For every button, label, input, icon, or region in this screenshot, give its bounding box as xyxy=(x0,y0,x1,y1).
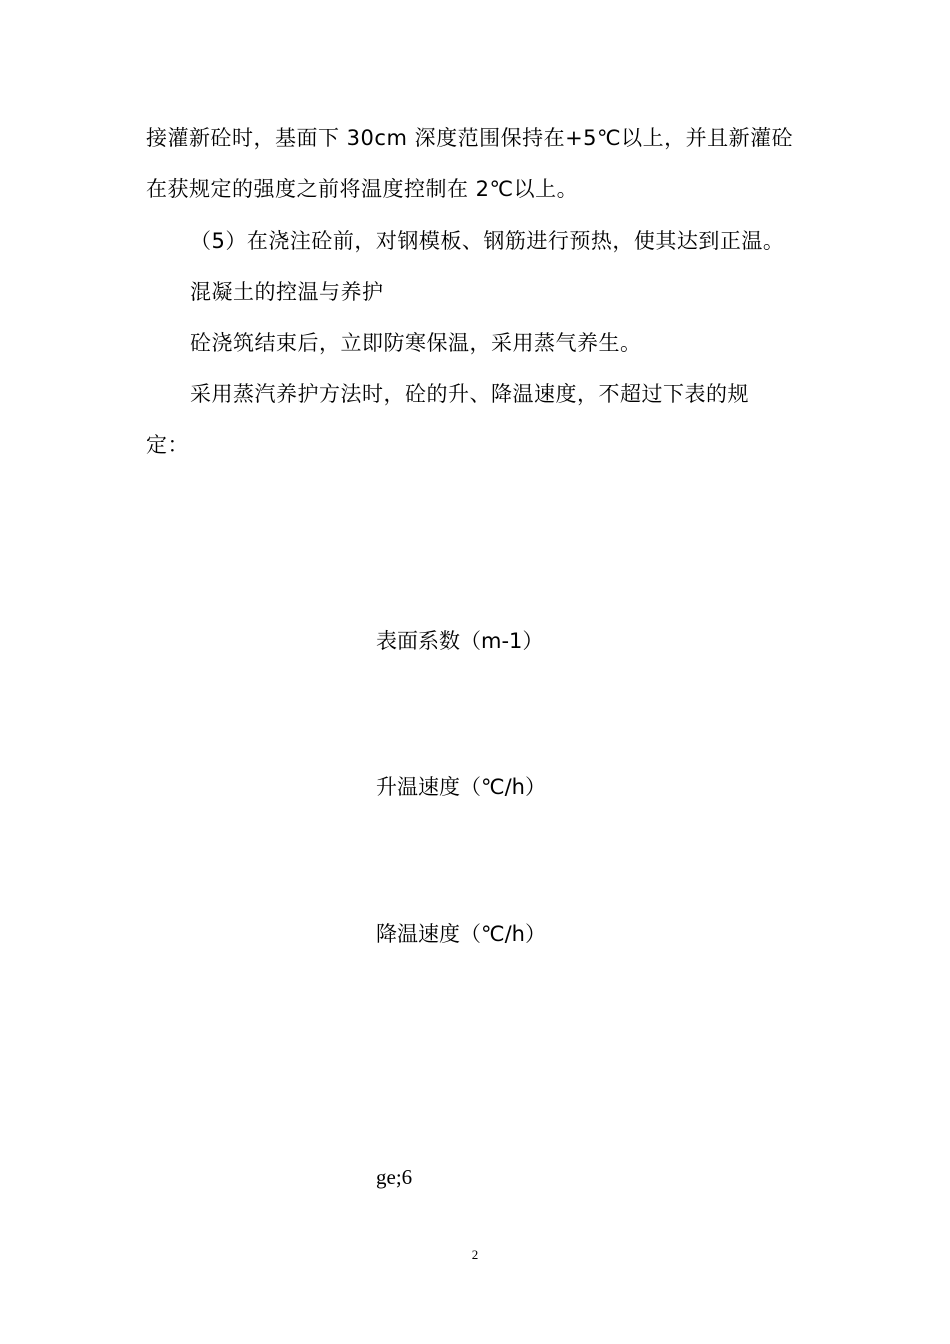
table-header-surface-coefficient: 表面系数（m-1） xyxy=(376,629,544,653)
paragraph-line-1: 接灌新砼时，基面下 30cm 深度范围保持在+5℃以上，并且新灌砼 xyxy=(146,126,794,150)
table-header-heating-rate: 升温速度（℃/h） xyxy=(376,775,546,799)
paragraph-line-3: （5）在浇注砼前，对钢模板、钢筋进行预热，使其达到正温。 xyxy=(190,229,785,253)
section-heading: 混凝土的控温与养护 xyxy=(190,280,384,304)
paragraph-line-5: 砼浇筑结束后，立即防寒保温，采用蒸气养生。 xyxy=(190,331,642,355)
paragraph-line-6: 采用蒸汽养护方法时，砼的升、降温速度，不超过下表的规 xyxy=(190,382,749,406)
page-number: 2 xyxy=(471,1247,479,1262)
paragraph-line-7: 定： xyxy=(146,433,189,457)
paragraph-line-2: 在获规定的强度之前将温度控制在 2℃以上。 xyxy=(146,177,579,201)
table-header-cooling-rate: 降温速度（℃/h） xyxy=(376,922,546,946)
table-cell-value: ge;6 xyxy=(376,1165,413,1189)
